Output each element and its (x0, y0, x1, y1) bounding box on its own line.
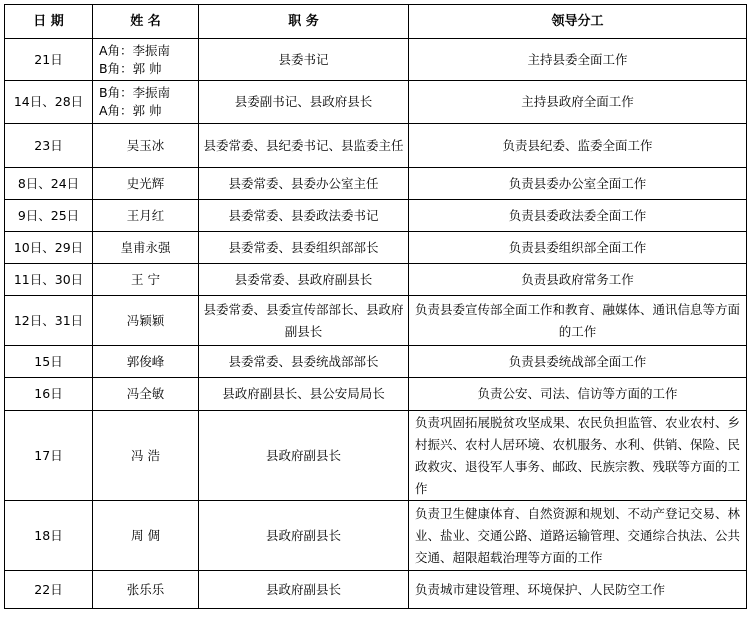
table-row (5, 264, 747, 296)
table-row (5, 81, 747, 124)
cell-date: 8日、24日 (5, 168, 93, 200)
name-line: A角：郭 帅 (99, 103, 162, 118)
cell-duty: 负责县委办公室全面工作 (409, 168, 747, 200)
cell-post: 县委常委、县纪委书记、县监委主任 (199, 124, 409, 168)
cell-post: 县政府副县长 (199, 571, 409, 609)
cell-duty: 负责城市建设管理、环境保护、人民防空工作 (409, 571, 747, 609)
name-line: A角：李振南 (99, 42, 171, 58)
header-date: 日 期 (5, 5, 93, 39)
cell-duty: 主持县政府全面工作 (409, 81, 747, 124)
cell-name (93, 39, 199, 81)
cell-date: 21日 (5, 39, 93, 81)
cell-date: 9日、25日 (5, 200, 93, 232)
cell-name: 史光辉 (93, 168, 199, 200)
cell-duty: 负责县委政法委全面工作 (409, 200, 747, 232)
name-line: B角：李振南 (99, 85, 171, 100)
table-row (5, 232, 747, 264)
table-row (5, 501, 747, 571)
cell-date: 17日 (5, 411, 93, 501)
cell-name (93, 81, 199, 124)
cell-post: 县委常委、县委统战部部长 (199, 346, 409, 378)
cell-duty: 负责县委组织部全面工作 (409, 232, 747, 264)
cell-name: 皇甫永强 (93, 232, 199, 264)
table-row (5, 411, 747, 501)
cell-date: 23日 (5, 124, 93, 168)
cell-name: 王 宁 (93, 264, 199, 296)
table-row (5, 571, 747, 609)
table-row (5, 296, 747, 346)
cell-name: 冯颖颖 (93, 296, 199, 346)
cell-duty: 主持县委全面工作 (409, 39, 747, 81)
table-row (5, 346, 747, 378)
cell-duty: 负责巩固拓展脱贫攻坚成果、农民负担监管、农业农村、乡村振兴、农村人居环境、农机服务、水利、供销、保险、民政救灾、退役军人事务、邮政、民族宗教、残联等方面的工作 (409, 411, 747, 501)
cell-name: 周 倜 (93, 501, 199, 571)
cell-date: 22日 (5, 571, 93, 609)
header-post: 职 务 (199, 5, 409, 39)
cell-duty: 负责县政府常务工作 (409, 264, 747, 296)
cell-date: 16日 (5, 378, 93, 411)
cell-post: 县政府副县长 (199, 501, 409, 571)
cell-name: 冯全敏 (93, 378, 199, 411)
cell-duty: 负责县委宣传部全面工作和教育、融媒体、通讯信息等方面的工作 (409, 296, 747, 346)
table-row (5, 39, 747, 81)
table-row (5, 378, 747, 411)
table-row (5, 124, 747, 168)
cell-post: 县政府副县长、县公安局局长 (199, 378, 409, 411)
cell-duty: 负责县纪委、监委全面工作 (409, 124, 747, 168)
cell-duty: 负责卫生健康体育、自然资源和规划、不动产登记交易、林业、盐业、交通公路、道路运输管理、交通综合执法、公共交通、超限超载治理等方面的工作 (409, 501, 747, 571)
duty-table (4, 4, 747, 609)
table-row (5, 200, 747, 232)
cell-post: 县委书记 (199, 39, 409, 81)
cell-name: 冯 浩 (93, 411, 199, 501)
cell-name: 吴玉冰 (93, 124, 199, 168)
cell-post: 县委常委、县委组织部部长 (199, 232, 409, 264)
cell-duty: 负责公安、司法、信访等方面的工作 (409, 378, 747, 411)
cell-post: 县政府副县长 (199, 411, 409, 501)
header-row (5, 5, 747, 39)
cell-name: 王月红 (93, 200, 199, 232)
cell-date: 10日、29日 (5, 232, 93, 264)
cell-date: 18日 (5, 501, 93, 571)
cell-date: 15日 (5, 346, 93, 378)
cell-date: 14日、28日 (5, 81, 93, 124)
cell-duty: 负责县委统战部全面工作 (409, 346, 747, 378)
cell-date: 12日、31日 (5, 296, 93, 346)
cell-name: 张乐乐 (93, 571, 199, 609)
name-line: B角：郭 帅 (99, 60, 162, 76)
cell-post: 县委常委、县委办公室主任 (199, 168, 409, 200)
header-name: 姓 名 (93, 5, 199, 39)
cell-post: 县委常委、县政府副县长 (199, 264, 409, 296)
cell-name: 郭俊峰 (93, 346, 199, 378)
table-row (5, 168, 747, 200)
cell-post: 县委常委、县委宣传部部长、县政府副县长 (199, 296, 409, 346)
cell-date: 11日、30日 (5, 264, 93, 296)
cell-post: 县委常委、县委政法委书记 (199, 200, 409, 232)
header-duty: 领导分工 (409, 5, 747, 39)
cell-post: 县委副书记、县政府县长 (199, 81, 409, 124)
